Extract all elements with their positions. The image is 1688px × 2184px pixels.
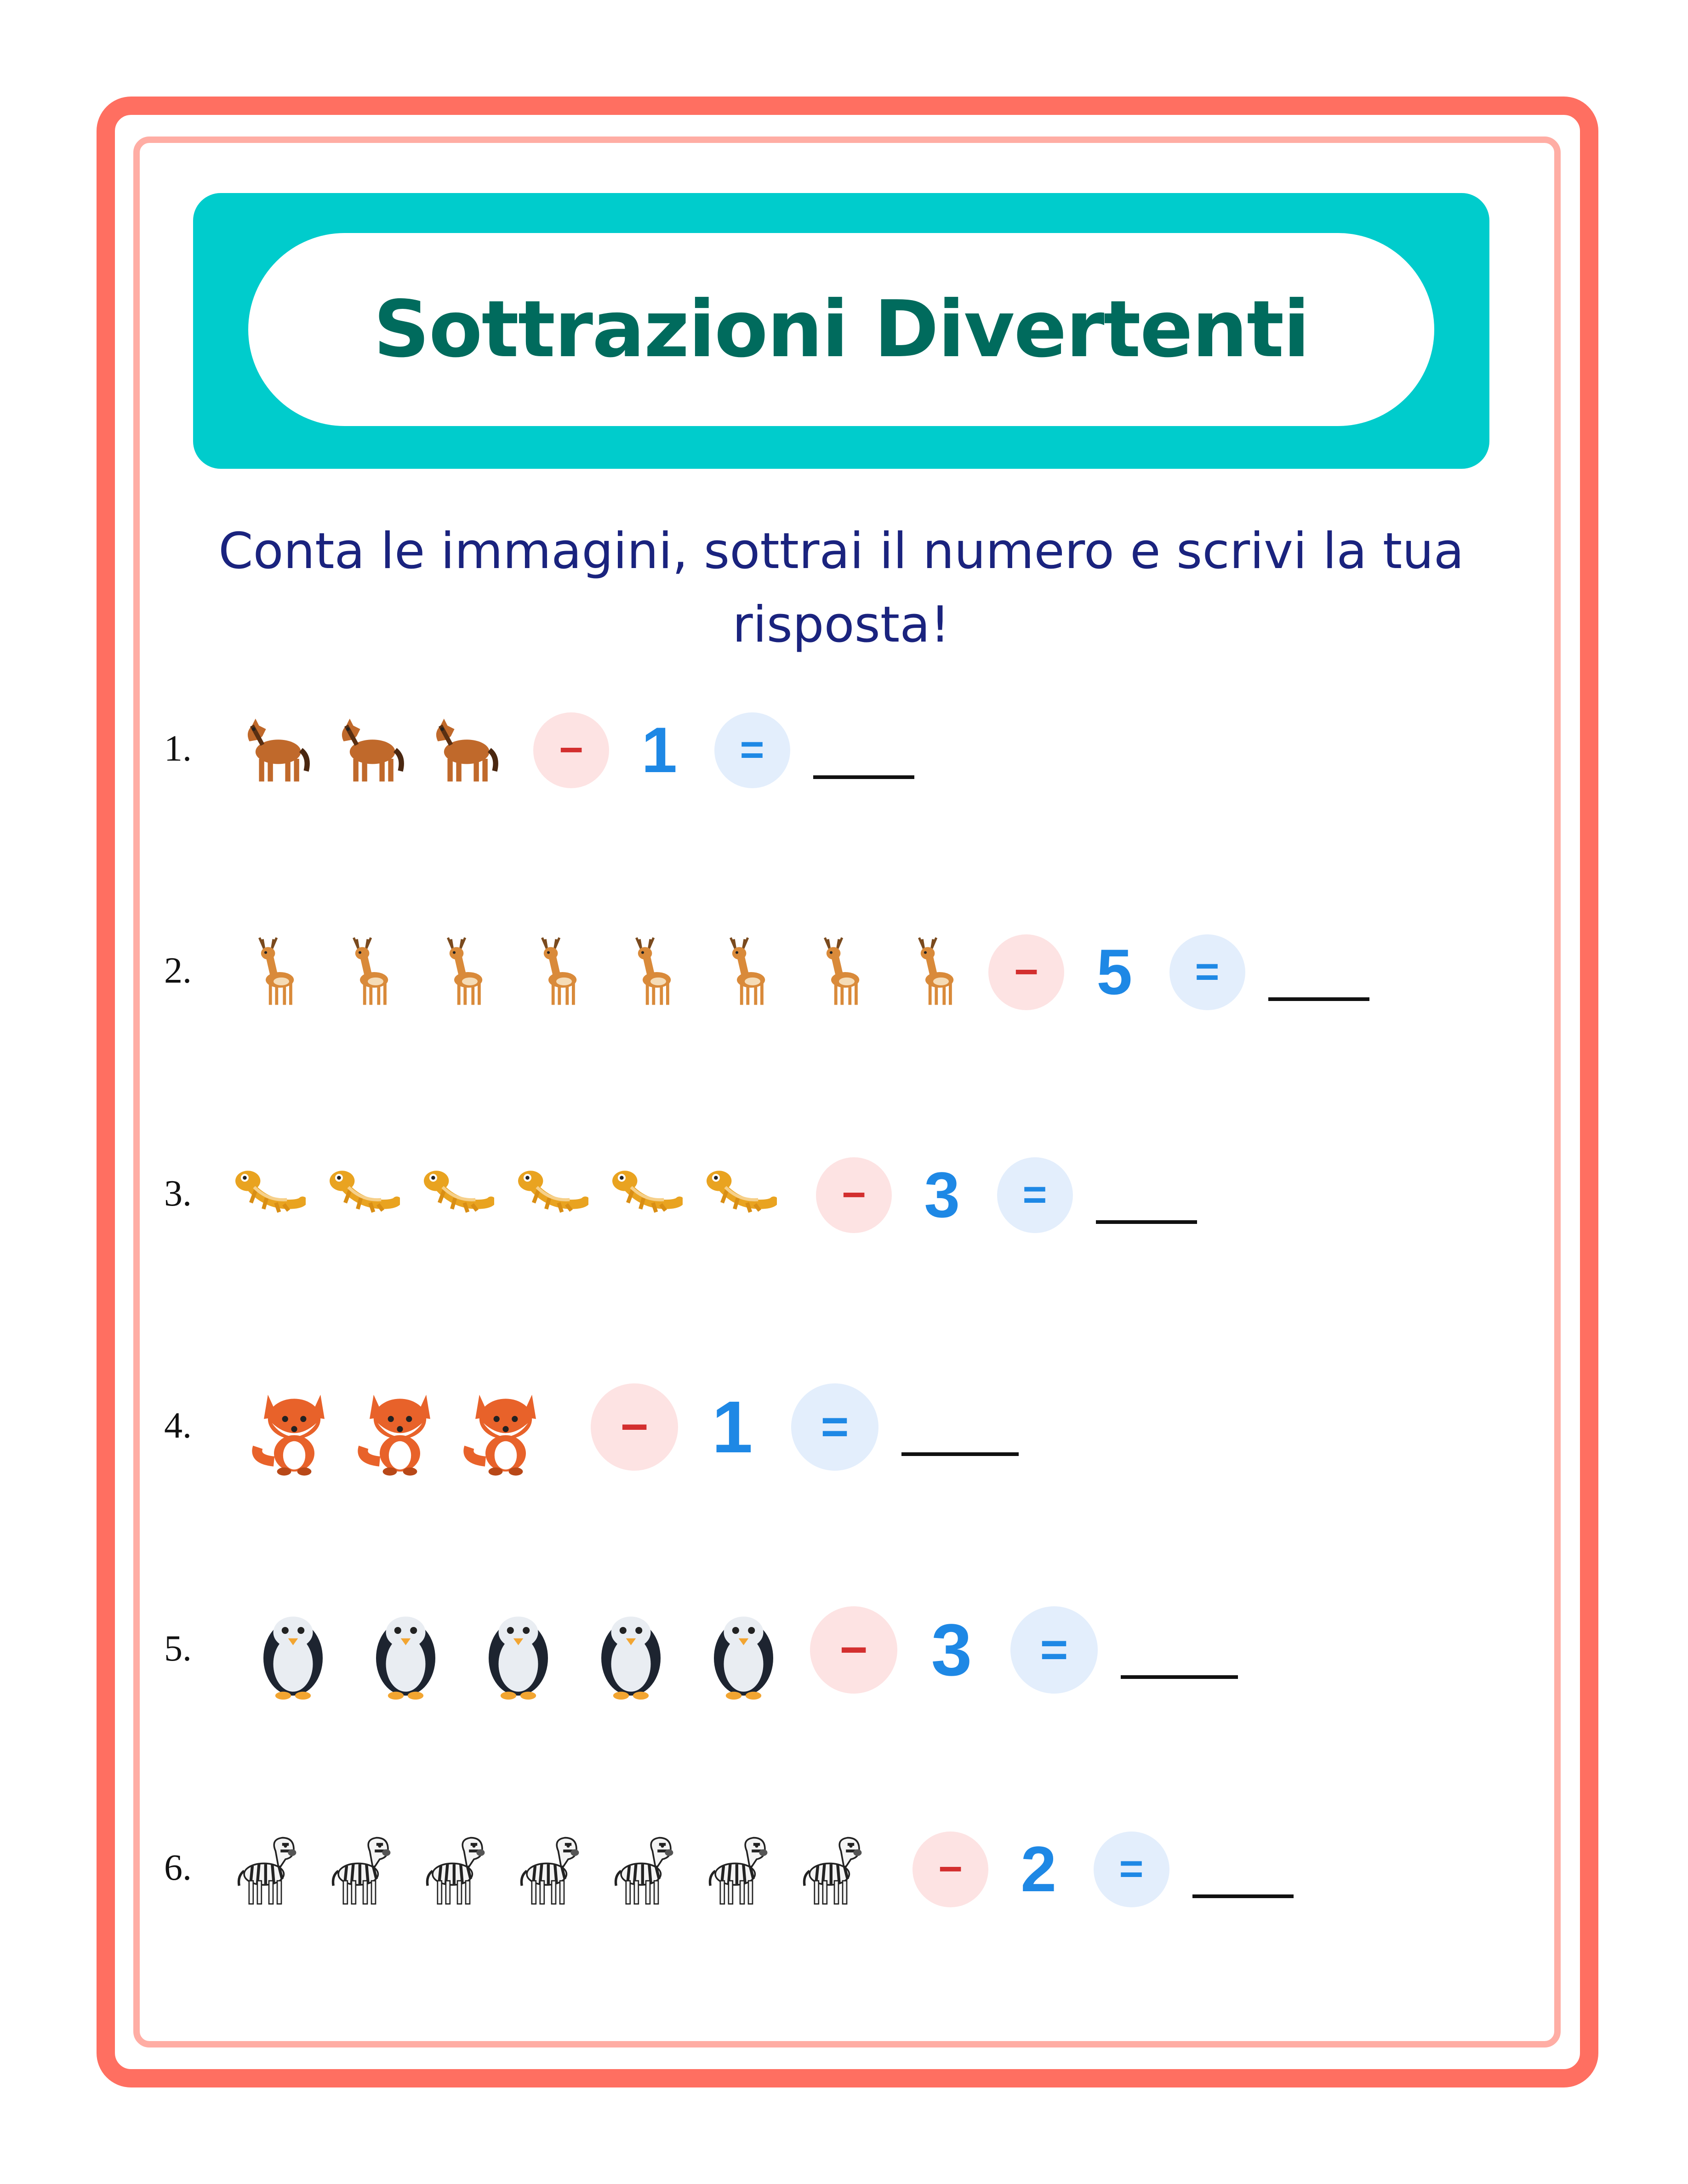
- penguin-icon: [582, 1601, 680, 1700]
- minus-sign: −: [591, 1383, 678, 1471]
- penguin-icon: [694, 1601, 793, 1700]
- deer-icon: [423, 933, 501, 1011]
- zebra-icon: [510, 1828, 593, 1911]
- deer-icon: [894, 933, 972, 1011]
- lizard-icon: [699, 1156, 777, 1234]
- equals-sign: =: [1094, 1831, 1169, 1907]
- horse-icon: [416, 706, 503, 794]
- equals-sign: =: [714, 712, 790, 788]
- equals-sign: =: [997, 1157, 1073, 1233]
- title-pill: [248, 233, 1434, 426]
- equals-sign: =: [791, 1383, 878, 1471]
- problem-number: 4.: [164, 1405, 192, 1446]
- subtrahend: 1: [712, 1386, 753, 1468]
- deer-icon: [329, 933, 407, 1011]
- zebra-icon: [322, 1828, 405, 1911]
- horse-icon: [322, 706, 409, 794]
- lizard-icon: [228, 1156, 306, 1234]
- subtrahend: 1: [641, 714, 678, 786]
- problem-number: 1.: [164, 728, 192, 769]
- zebra-icon: [228, 1828, 310, 1911]
- problem-number: 6.: [164, 1848, 192, 1888]
- lizard-icon: [510, 1156, 588, 1234]
- answer-blank[interactable]: [901, 1452, 1019, 1456]
- page-title: Sottrazioni Divertenti: [373, 284, 1309, 375]
- zebra-icon: [793, 1828, 876, 1911]
- zebra-icon: [604, 1828, 687, 1911]
- equals-sign: =: [1010, 1606, 1098, 1694]
- answer-blank[interactable]: [1096, 1220, 1197, 1224]
- deer-icon: [517, 933, 595, 1011]
- deer-icon: [234, 933, 313, 1011]
- instructions: Conta le immagini, sottrai il numero e scrivi la tua risposta!: [218, 523, 1464, 654]
- subtrahend: 3: [924, 1159, 960, 1231]
- fox-icon: [455, 1376, 556, 1478]
- subtrahend: 2: [1021, 1833, 1057, 1905]
- problem-number: 2.: [164, 950, 192, 991]
- lizard-icon: [322, 1156, 400, 1234]
- penguin-icon: [469, 1601, 568, 1700]
- equals-sign: =: [1169, 934, 1245, 1010]
- horse-icon: [228, 706, 315, 794]
- minus-sign: −: [816, 1157, 892, 1233]
- answer-blank[interactable]: [1192, 1894, 1294, 1898]
- answer-blank[interactable]: [813, 775, 914, 779]
- penguin-icon: [244, 1601, 342, 1700]
- subtrahend: 5: [1096, 936, 1133, 1008]
- answer-blank[interactable]: [1121, 1675, 1238, 1679]
- penguin-icon: [356, 1601, 455, 1700]
- deer-icon: [706, 933, 784, 1011]
- deer-icon: [611, 933, 690, 1011]
- lizard-icon: [604, 1156, 683, 1234]
- lizard-icon: [416, 1156, 494, 1234]
- answer-blank[interactable]: [1268, 997, 1369, 1001]
- problem-number: 5.: [164, 1628, 192, 1669]
- zebra-icon: [416, 1828, 499, 1911]
- deer-icon: [800, 933, 878, 1011]
- minus-sign: −: [533, 712, 609, 788]
- subtrahend: 3: [931, 1609, 972, 1691]
- fox-icon: [244, 1376, 345, 1478]
- zebra-icon: [699, 1828, 781, 1911]
- minus-sign: −: [912, 1831, 988, 1907]
- minus-sign: −: [988, 934, 1064, 1010]
- minus-sign: −: [810, 1606, 897, 1694]
- problem-number: 3.: [164, 1173, 192, 1214]
- fox-icon: [349, 1376, 451, 1478]
